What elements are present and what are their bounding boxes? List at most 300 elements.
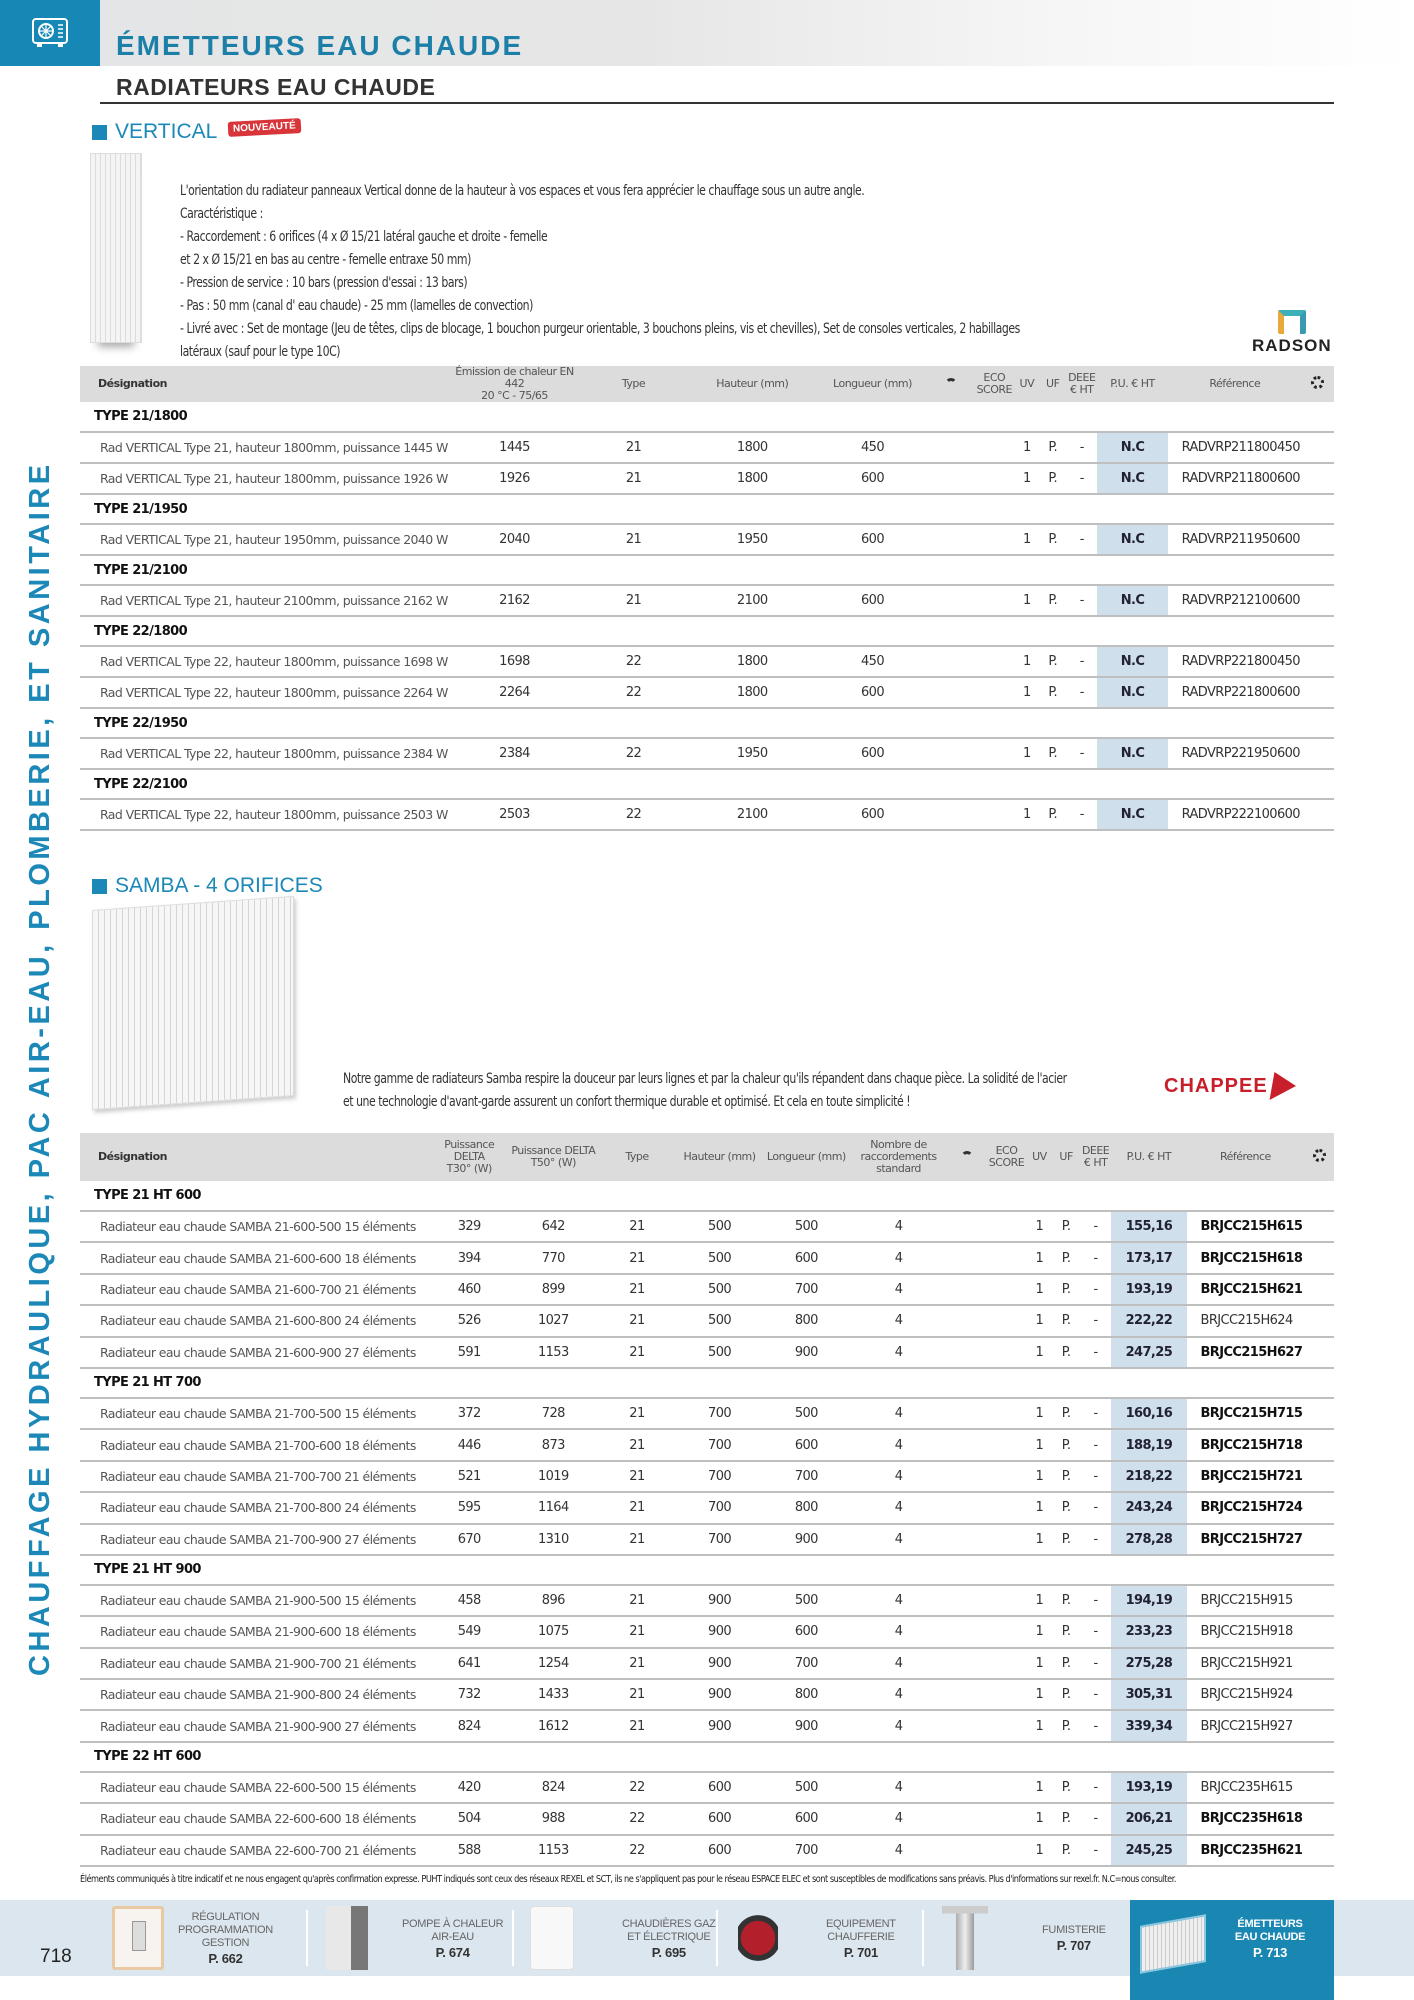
type-cell: 21 xyxy=(598,1429,676,1460)
recycle-cell xyxy=(1304,1710,1334,1741)
eco-score-cell xyxy=(974,585,1014,616)
eco-score-cell xyxy=(987,1242,1027,1273)
uf-cell: P. xyxy=(1052,1648,1080,1679)
hauteur-cell: 700 xyxy=(676,1492,763,1523)
eco-score-cell xyxy=(987,1337,1027,1368)
designation-cell: Radiateur eau chaude SAMBA 22-600-600 18 éléments xyxy=(80,1803,430,1834)
connections-cell: 4 xyxy=(850,1274,947,1305)
reference-cell: RADVRP211950600 xyxy=(1168,524,1302,555)
connectivity-cell xyxy=(928,677,974,708)
description-line: Notre gamme de radiateurs Samba respire la douceur par leurs lignes et par la chaleur qu'ils répandent dans chaque pièce. La solidité de l'acier xyxy=(343,1071,1067,1087)
connectivity-cell xyxy=(947,1679,986,1710)
designation-cell: Radiateur eau chaude SAMBA 21-600-500 15 éléments xyxy=(80,1211,430,1242)
uv-cell: 1 xyxy=(1027,1803,1053,1834)
power-t30-cell: 446 xyxy=(430,1429,509,1460)
connectivity-cell xyxy=(928,799,974,830)
type-cell: 21 xyxy=(579,524,688,555)
deee-cell: - xyxy=(1080,1211,1111,1242)
connectivity-cell xyxy=(947,1337,986,1368)
nav-divider xyxy=(512,1910,514,1966)
connectivity-cell xyxy=(947,1398,986,1429)
col-longueur: Longueur (mm) xyxy=(817,366,929,402)
table-row[interactable] xyxy=(80,1305,1334,1336)
deee-cell: - xyxy=(1080,1398,1111,1429)
section-heading-vertical xyxy=(92,120,217,144)
section-heading-samba xyxy=(92,874,323,898)
power-t50-cell: 1153 xyxy=(509,1337,598,1368)
radson-house-icon xyxy=(1278,310,1306,334)
connectivity-cell xyxy=(947,1616,986,1647)
thermostat-icon xyxy=(112,1906,164,1970)
description-line: Caractéristique : xyxy=(180,206,263,222)
uf-cell: P. xyxy=(1052,1274,1080,1305)
connectivity-cell xyxy=(928,646,974,677)
hauteur-cell: 500 xyxy=(676,1305,763,1336)
uf-cell: P. xyxy=(1039,738,1066,769)
reference-cell: BRJCC215H618 xyxy=(1187,1242,1305,1273)
recycle-cell xyxy=(1302,738,1334,769)
table-row[interactable] xyxy=(80,1585,1334,1616)
price-cell: 188,19 xyxy=(1111,1429,1186,1460)
recycle-cell xyxy=(1302,432,1334,463)
power-t50-cell: 728 xyxy=(509,1398,598,1429)
uf-cell: P. xyxy=(1039,524,1066,555)
eco-score-cell xyxy=(974,463,1014,494)
emission-cell: 2384 xyxy=(450,738,579,769)
uv-cell: 1 xyxy=(1027,1524,1053,1555)
emission-cell: 1445 xyxy=(450,432,579,463)
uv-cell: 1 xyxy=(1014,524,1039,555)
uv-cell: 1 xyxy=(1027,1429,1053,1460)
emission-cell: 1698 xyxy=(450,646,579,677)
col-deee: DEEE € HT xyxy=(1066,366,1097,402)
category-icon-box xyxy=(0,0,100,66)
price-cell: 278,28 xyxy=(1111,1524,1186,1555)
reference-cell: BRJCC215H927 xyxy=(1187,1710,1305,1741)
eco-score-cell xyxy=(987,1648,1027,1679)
table-row[interactable] xyxy=(80,1492,1334,1523)
table-row[interactable] xyxy=(80,432,1334,463)
connectivity-cell xyxy=(928,585,974,616)
price-cell: 247,25 xyxy=(1111,1337,1186,1368)
hauteur-cell: 600 xyxy=(676,1772,763,1803)
description-line: L'orientation du radiateur panneaux Vertical donne de la hauteur à vos espaces et vous fera apprécier le chauffage sous un autre angle. xyxy=(180,183,865,199)
uf-cell: P. xyxy=(1052,1710,1080,1741)
table-row[interactable] xyxy=(80,1274,1334,1305)
eco-score-cell xyxy=(987,1524,1027,1555)
price-cell: N.C xyxy=(1097,463,1167,494)
designation-cell: Radiateur eau chaude SAMBA 21-700-800 24 éléments xyxy=(80,1492,430,1523)
connections-cell: 4 xyxy=(850,1242,947,1273)
eco-score-cell xyxy=(987,1492,1027,1523)
uf-cell: P. xyxy=(1052,1337,1080,1368)
uv-cell: 1 xyxy=(1014,646,1039,677)
type-cell: 21 xyxy=(598,1305,676,1336)
table-row[interactable] xyxy=(80,1337,1334,1368)
longueur-cell: 600 xyxy=(817,585,929,616)
samba-description xyxy=(343,1068,1279,1114)
samba-radiator-image xyxy=(92,896,294,1110)
heat-pump-unit-icon xyxy=(326,1906,368,1970)
type-cell: 22 xyxy=(579,677,688,708)
power-t30-cell: 504 xyxy=(430,1803,509,1834)
chappee-swoosh-icon xyxy=(1269,1072,1298,1100)
designation-cell: Radiateur eau chaude SAMBA 21-600-900 27 éléments xyxy=(80,1337,430,1368)
samba-table-body xyxy=(80,1181,1334,1866)
type-cell: 21 xyxy=(598,1337,676,1368)
designation-cell: Rad VERTICAL Type 22, hauteur 1800mm, puissance 1698 W xyxy=(80,646,450,677)
power-t30-cell: 460 xyxy=(430,1274,509,1305)
nav-divider xyxy=(716,1910,718,1966)
vertical-description xyxy=(180,180,1116,364)
type-cell: 21 xyxy=(598,1616,676,1647)
longueur-cell: 450 xyxy=(817,646,929,677)
reference-cell: BRJCC215H918 xyxy=(1187,1616,1305,1647)
nav-item-regulation[interactable]: RÉGULATION PROGRAMMATION GESTION P. 662 xyxy=(112,1900,273,1976)
power-t30-cell: 824 xyxy=(430,1710,509,1741)
hauteur-cell: 1800 xyxy=(688,463,817,494)
power-t50-cell: 824 xyxy=(509,1772,598,1803)
description-line: et une technologie d'avant-garde assurent un confort thermique durable et optimisé. Et cela en toute simplicité ! xyxy=(343,1094,911,1110)
uf-cell: P. xyxy=(1039,432,1066,463)
hauteur-cell: 1800 xyxy=(688,432,817,463)
designation-cell: Radiateur eau chaude SAMBA 21-900-600 18 éléments xyxy=(80,1616,430,1647)
eco-score-cell xyxy=(987,1616,1027,1647)
eco-score-cell xyxy=(987,1585,1027,1616)
category-title: ÉMETTEURS EAU CHAUDE xyxy=(116,30,524,61)
wifi-icon xyxy=(961,1151,973,1160)
longueur-cell: 600 xyxy=(817,677,929,708)
nav-item-hot-water-emitters[interactable]: ÉMETTEURS EAU CHAUDE P. 713 xyxy=(1130,1900,1334,2000)
longueur-cell: 600 xyxy=(763,1429,850,1460)
eco-score-cell xyxy=(974,677,1014,708)
power-t50-cell: 899 xyxy=(509,1274,598,1305)
emission-cell: 2040 xyxy=(450,524,579,555)
connectivity-cell xyxy=(947,1492,986,1523)
designation-cell: Radiateur eau chaude SAMBA 21-900-900 27 éléments xyxy=(80,1710,430,1741)
table-row[interactable] xyxy=(80,799,1334,830)
reference-cell: BRJCC235H621 xyxy=(1187,1835,1305,1866)
uv-cell: 1 xyxy=(1027,1337,1053,1368)
reference-cell: RADVRP212100600 xyxy=(1168,585,1302,616)
col-hauteur: Hauteur (mm) xyxy=(688,366,817,402)
deee-cell: - xyxy=(1080,1305,1111,1336)
designation-cell: Radiateur eau chaude SAMBA 21-700-700 21 éléments xyxy=(80,1461,430,1492)
recycle-cell xyxy=(1304,1648,1334,1679)
table-row[interactable] xyxy=(80,677,1334,708)
table-row[interactable] xyxy=(80,1398,1334,1429)
group-label: TYPE 22 HT 600 xyxy=(80,1742,1334,1772)
type-cell: 21 xyxy=(579,463,688,494)
table-row[interactable] xyxy=(80,1803,1334,1834)
col-price: P.U. € HT xyxy=(1097,366,1167,402)
hauteur-cell: 900 xyxy=(676,1648,763,1679)
vertical-table-body xyxy=(80,402,1334,830)
power-t30-cell: 394 xyxy=(430,1242,509,1273)
connections-cell: 4 xyxy=(850,1461,947,1492)
connectivity-cell xyxy=(947,1211,986,1242)
designation-cell: Radiateur eau chaude SAMBA 21-600-700 21 éléments xyxy=(80,1274,430,1305)
col-connections: Nombre de raccordements standard xyxy=(850,1133,947,1181)
longueur-cell: 800 xyxy=(763,1305,850,1336)
section-square-icon xyxy=(92,125,107,140)
uf-cell: P. xyxy=(1052,1524,1080,1555)
table-row[interactable] xyxy=(80,738,1334,769)
recycle-cell xyxy=(1304,1679,1334,1710)
table-row[interactable] xyxy=(80,1211,1334,1242)
eco-score-cell xyxy=(974,432,1014,463)
connectivity-cell xyxy=(947,1585,986,1616)
group-row xyxy=(80,708,1334,738)
group-label: TYPE 22/1800 xyxy=(80,616,1334,646)
col-uv: UV xyxy=(1027,1133,1053,1181)
col-recycle xyxy=(1302,366,1334,402)
connectivity-cell xyxy=(947,1461,986,1492)
connectivity-cell xyxy=(928,432,974,463)
section-square-icon xyxy=(92,879,107,894)
table-row[interactable] xyxy=(80,1524,1334,1555)
reference-cell: RADVRP211800450 xyxy=(1168,432,1302,463)
col-reference: Référence xyxy=(1168,366,1302,402)
power-t30-cell: 732 xyxy=(430,1679,509,1710)
longueur-cell: 450 xyxy=(817,432,929,463)
power-t30-cell: 591 xyxy=(430,1337,509,1368)
boiler-icon xyxy=(530,1906,574,1970)
designation-cell: Radiateur eau chaude SAMBA 21-900-700 21 éléments xyxy=(80,1648,430,1679)
table-row[interactable] xyxy=(80,1616,1334,1647)
longueur-cell: 600 xyxy=(763,1616,850,1647)
description-line: et 2 x Ø 15/21 en bas au centre - femelle entraxe 50 mm) xyxy=(180,252,471,268)
designation-cell: Radiateur eau chaude SAMBA 21-700-500 15 éléments xyxy=(80,1398,430,1429)
designation-cell: Rad VERTICAL Type 21, hauteur 1800mm, puissance 1926 W xyxy=(80,463,450,494)
deee-cell: - xyxy=(1080,1585,1111,1616)
power-t50-cell: 1075 xyxy=(509,1616,598,1647)
uf-cell: P. xyxy=(1039,646,1066,677)
designation-cell: Rad VERTICAL Type 22, hauteur 1800mm, puissance 2264 W xyxy=(80,677,450,708)
recycle-cell xyxy=(1304,1211,1334,1242)
longueur-cell: 500 xyxy=(763,1398,850,1429)
price-cell: 245,25 xyxy=(1111,1835,1186,1866)
group-label: TYPE 21/1950 xyxy=(80,494,1334,524)
recycle-cell xyxy=(1302,585,1334,616)
hauteur-cell: 600 xyxy=(676,1835,763,1866)
power-t30-cell: 458 xyxy=(430,1585,509,1616)
longueur-cell: 700 xyxy=(763,1835,850,1866)
power-t50-cell: 1027 xyxy=(509,1305,598,1336)
uf-cell: P. xyxy=(1039,463,1066,494)
deee-cell: - xyxy=(1080,1461,1111,1492)
nav-item-boiler-room[interactable]: EQUIPEMENT CHAUFFERIE P. 701 xyxy=(738,1900,896,1976)
designation-cell: Radiateur eau chaude SAMBA 22-600-500 15 éléments xyxy=(80,1772,430,1803)
recycle-cell xyxy=(1304,1337,1334,1368)
col-deee: DEEE € HT xyxy=(1080,1133,1111,1181)
deee-cell: - xyxy=(1066,524,1097,555)
price-cell: 193,19 xyxy=(1111,1772,1186,1803)
connections-cell: 4 xyxy=(850,1835,947,1866)
reference-cell: BRJCC215H915 xyxy=(1187,1585,1305,1616)
flue-terminal-icon xyxy=(942,1906,988,1970)
price-cell: 155,16 xyxy=(1111,1211,1186,1242)
table-row[interactable] xyxy=(80,646,1334,677)
table-row[interactable] xyxy=(80,1429,1334,1460)
recycle-cell xyxy=(1302,524,1334,555)
longueur-cell: 500 xyxy=(763,1772,850,1803)
connections-cell: 4 xyxy=(850,1337,947,1368)
eco-score-cell xyxy=(987,1429,1027,1460)
nav-item-flue[interactable]: FUMISTERIE P. 707 xyxy=(942,1900,1106,1976)
power-t50-cell: 873 xyxy=(509,1429,598,1460)
price-cell: N.C xyxy=(1097,524,1167,555)
type-cell: 21 xyxy=(598,1710,676,1741)
col-eco-score: ECO SCORE xyxy=(987,1133,1027,1181)
hauteur-cell: 1800 xyxy=(688,646,817,677)
price-cell: N.C xyxy=(1097,432,1167,463)
recycle-icon xyxy=(1313,1149,1326,1162)
table-row[interactable] xyxy=(80,463,1334,494)
table-row[interactable] xyxy=(80,1710,1334,1741)
connectivity-cell xyxy=(928,463,974,494)
type-cell: 22 xyxy=(579,799,688,830)
price-cell: 305,31 xyxy=(1111,1679,1186,1710)
col-designation: Désignation xyxy=(80,366,450,402)
deee-cell: - xyxy=(1066,463,1097,494)
connectivity-cell xyxy=(947,1772,986,1803)
connections-cell: 4 xyxy=(850,1772,947,1803)
eco-score-cell xyxy=(974,738,1014,769)
col-uf: UF xyxy=(1039,366,1066,402)
table-row[interactable] xyxy=(80,1679,1334,1710)
deee-cell: - xyxy=(1080,1616,1111,1647)
power-t30-cell: 526 xyxy=(430,1305,509,1336)
table-row[interactable] xyxy=(80,1461,1334,1492)
type-cell: 21 xyxy=(598,1648,676,1679)
price-cell: 173,17 xyxy=(1111,1242,1186,1273)
longueur-cell: 700 xyxy=(763,1461,850,1492)
page-subtitle: RADIATEURS EAU CHAUDE xyxy=(116,74,436,100)
price-cell: N.C xyxy=(1097,585,1167,616)
connections-cell: 4 xyxy=(850,1398,947,1429)
price-cell: N.C xyxy=(1097,677,1167,708)
power-t50-cell: 988 xyxy=(509,1803,598,1834)
power-t30-cell: 549 xyxy=(430,1616,509,1647)
reference-cell: BRJCC235H618 xyxy=(1187,1803,1305,1834)
reference-cell: RADVRP221800600 xyxy=(1168,677,1302,708)
connections-cell: 4 xyxy=(850,1585,947,1616)
designation-cell: Radiateur eau chaude SAMBA 21-900-800 24 éléments xyxy=(80,1679,430,1710)
recycle-cell xyxy=(1304,1242,1334,1273)
table-row[interactable] xyxy=(80,524,1334,555)
reference-cell: BRJCC215H624 xyxy=(1187,1305,1305,1336)
table-row[interactable] xyxy=(80,585,1334,616)
longueur-cell: 700 xyxy=(763,1648,850,1679)
table-row[interactable] xyxy=(80,1242,1334,1273)
connections-cell: 4 xyxy=(850,1803,947,1834)
col-emission: Émission de chaleur EN 442 20 °C - 75/65 xyxy=(450,366,579,402)
deee-cell: - xyxy=(1080,1835,1111,1866)
col-type: Type xyxy=(579,366,688,402)
nav-item-boilers[interactable]: CHAUDIÈRES GAZ ET ÉLECTRIQUE P. 695 xyxy=(530,1900,716,1976)
connections-cell: 4 xyxy=(850,1710,947,1741)
uv-cell: 1 xyxy=(1027,1710,1053,1741)
deee-cell: - xyxy=(1080,1772,1111,1803)
uf-cell: P. xyxy=(1052,1585,1080,1616)
group-row xyxy=(80,616,1334,646)
hauteur-cell: 1800 xyxy=(688,677,817,708)
col-hauteur: Hauteur (mm) xyxy=(676,1133,763,1181)
longueur-cell: 600 xyxy=(817,463,929,494)
type-cell: 21 xyxy=(598,1398,676,1429)
uf-cell: P. xyxy=(1052,1242,1080,1273)
hauteur-cell: 900 xyxy=(676,1679,763,1710)
type-cell: 22 xyxy=(598,1835,676,1866)
designation-cell: Radiateur eau chaude SAMBA 22-600-700 21 éléments xyxy=(80,1835,430,1866)
eco-score-cell xyxy=(987,1772,1027,1803)
recycle-cell xyxy=(1304,1429,1334,1460)
nav-item-heat-pump[interactable]: POMPE À CHALEUR AIR-EAU P. 674 xyxy=(326,1900,503,1976)
deee-cell: - xyxy=(1066,677,1097,708)
uv-cell: 1 xyxy=(1014,677,1039,708)
hauteur-cell: 2100 xyxy=(688,799,817,830)
designation-cell: Rad VERTICAL Type 21, hauteur 2100mm, puissance 2162 W xyxy=(80,585,450,616)
deee-cell: - xyxy=(1080,1274,1111,1305)
emission-cell: 1926 xyxy=(450,463,579,494)
connectivity-cell xyxy=(928,738,974,769)
col-uf: UF xyxy=(1052,1133,1080,1181)
uf-cell: P. xyxy=(1052,1803,1080,1834)
longueur-cell: 600 xyxy=(763,1242,850,1273)
eco-score-cell xyxy=(974,799,1014,830)
group-label: TYPE 21/1800 xyxy=(80,402,1334,432)
eco-score-cell xyxy=(987,1835,1027,1866)
col-eco-score: ECO SCORE xyxy=(974,366,1014,402)
eco-score-cell xyxy=(987,1211,1027,1242)
reference-cell: BRJCC215H718 xyxy=(1187,1429,1305,1460)
price-cell: 233,23 xyxy=(1111,1616,1186,1647)
connections-cell: 4 xyxy=(850,1524,947,1555)
eco-score-cell xyxy=(987,1803,1027,1834)
uf-cell: P. xyxy=(1052,1616,1080,1647)
price-cell: 275,28 xyxy=(1111,1648,1186,1679)
price-cell: 218,22 xyxy=(1111,1461,1186,1492)
deee-cell: - xyxy=(1080,1710,1111,1741)
col-longueur: Longueur (mm) xyxy=(763,1133,850,1181)
table-row[interactable] xyxy=(80,1772,1334,1803)
reference-cell: BRJCC215H615 xyxy=(1187,1211,1305,1242)
longueur-cell: 600 xyxy=(763,1803,850,1834)
table-row[interactable] xyxy=(80,1648,1334,1679)
group-label: TYPE 21 HT 900 xyxy=(80,1555,1334,1585)
group-row xyxy=(80,494,1334,524)
subtitle-divider xyxy=(100,102,1334,104)
group-row xyxy=(80,555,1334,585)
uv-cell: 1 xyxy=(1014,463,1039,494)
deee-cell: - xyxy=(1080,1492,1111,1523)
designation-cell: Radiateur eau chaude SAMBA 21-600-600 18 éléments xyxy=(80,1242,430,1273)
group-row xyxy=(80,1181,1334,1211)
connectivity-cell xyxy=(928,524,974,555)
recycle-cell xyxy=(1304,1524,1334,1555)
description-line: - Pression de service : 10 bars (pression d'essai : 13 bars) xyxy=(180,275,468,291)
uf-cell: P. xyxy=(1052,1429,1080,1460)
reference-cell: RADVRP221800450 xyxy=(1168,646,1302,677)
power-t30-cell: 521 xyxy=(430,1461,509,1492)
table-row[interactable] xyxy=(80,1835,1334,1866)
emission-cell: 2162 xyxy=(450,585,579,616)
section-title: VERTICAL xyxy=(115,120,218,143)
col-recycle xyxy=(1304,1133,1334,1181)
reference-cell: RADVRP221950600 xyxy=(1168,738,1302,769)
eco-score-cell xyxy=(987,1679,1027,1710)
